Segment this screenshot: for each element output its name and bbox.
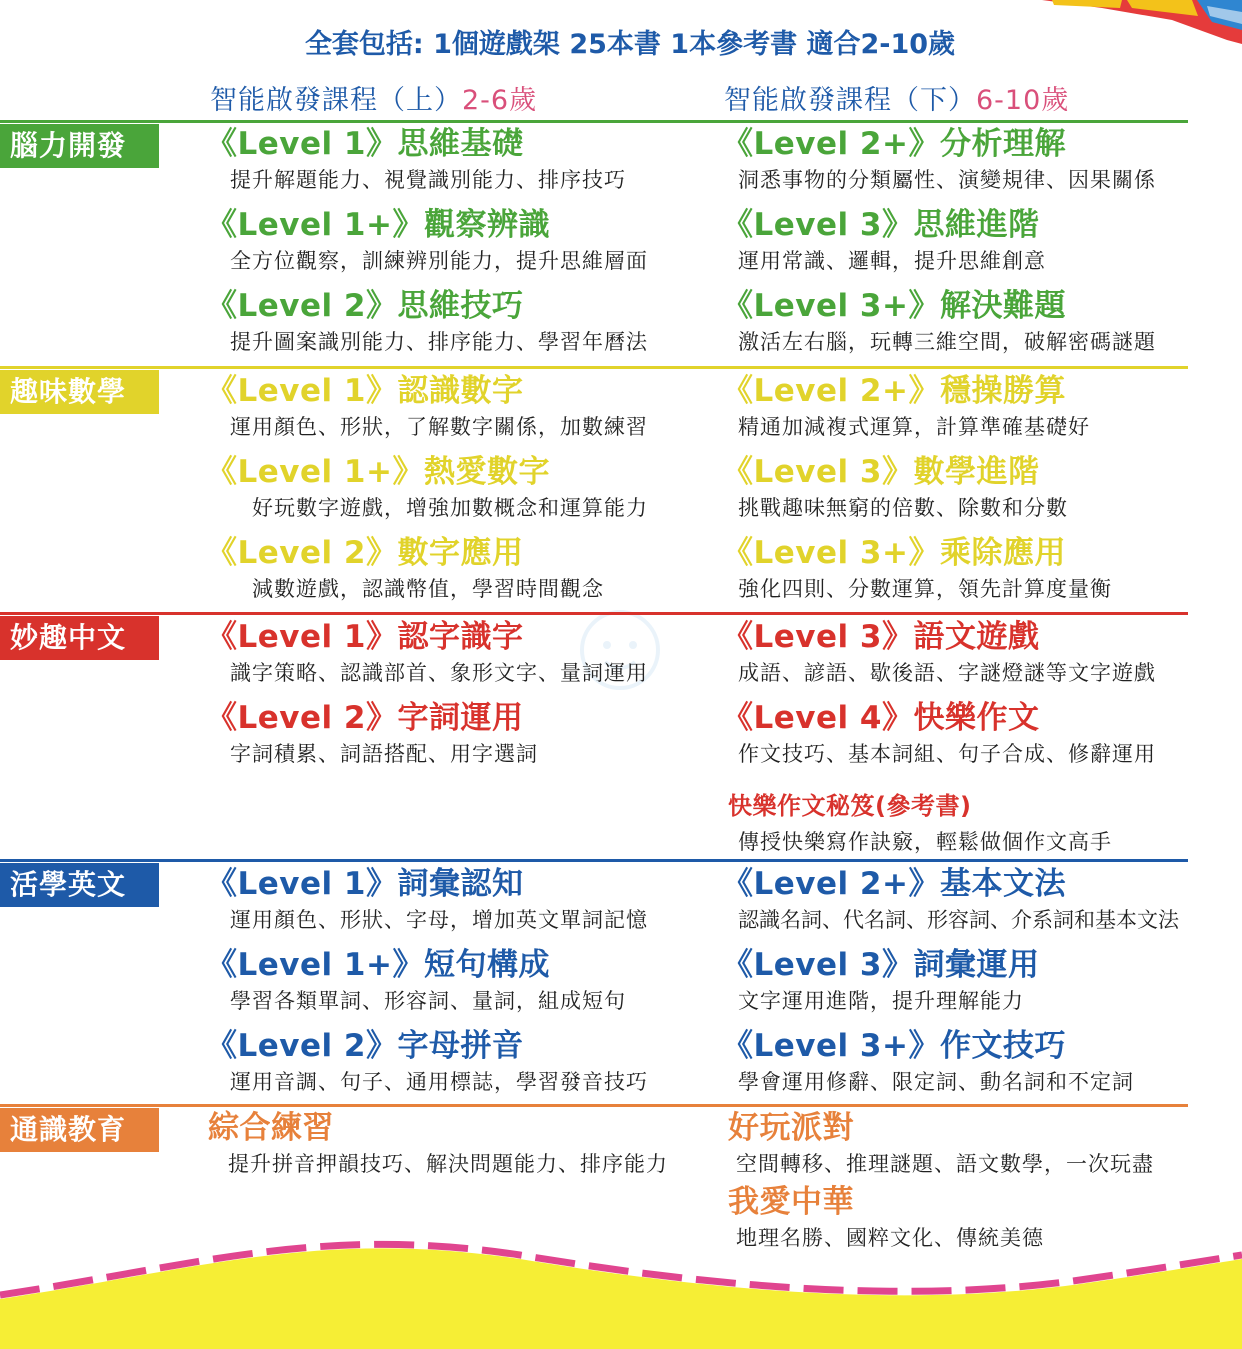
course-brain-right-2 bbox=[722, 207, 1046, 275]
course-title: 《Level 1》詞彙認知 bbox=[206, 866, 524, 902]
section-tag-math: 趣味數學 bbox=[0, 370, 159, 414]
course-title: 《Level 2+》分析理解 bbox=[722, 126, 1066, 162]
course-description: 運用常識、邏輯，提升思維創意 bbox=[738, 249, 1046, 273]
course-description: 洞悉事物的分類屬性、演變規律、因果關係 bbox=[738, 168, 1156, 192]
course-title: 《Level 3》思維進階 bbox=[722, 207, 1040, 243]
course-brain-left-2 bbox=[206, 207, 648, 275]
course-english-left-1 bbox=[206, 866, 648, 934]
course-title: 《Level 3+》解決難題 bbox=[722, 288, 1066, 324]
course-description: 字詞積累、詞語搭配、用字選詞 bbox=[230, 742, 538, 766]
section-divider-chinese bbox=[0, 612, 1188, 615]
course-chinese-left-1 bbox=[206, 619, 648, 687]
course-description: 提升解題能力、視覺識別能力、排序技巧 bbox=[230, 168, 626, 192]
course-general-left-1 bbox=[208, 1110, 668, 1178]
course-brain-left-3 bbox=[206, 288, 648, 356]
course-title: 快樂作文秘笈(參考書) bbox=[728, 792, 972, 820]
course-description: 學習各類單詞、形容詞、量詞，組成短句 bbox=[230, 989, 626, 1013]
course-title: 《Level 2》字母拼音 bbox=[206, 1028, 524, 1064]
column-header-lower bbox=[724, 78, 1069, 117]
course-chinese-left-2 bbox=[206, 700, 538, 768]
course-brain-right-3 bbox=[722, 288, 1156, 356]
course-english-right-1 bbox=[722, 866, 1179, 934]
course-chinese-right-1 bbox=[722, 619, 1156, 687]
course-chinese-reference-book bbox=[728, 788, 1112, 856]
course-description: 地理名勝、國粹文化、傳統美德 bbox=[736, 1226, 1044, 1250]
course-math-left-3 bbox=[206, 535, 604, 603]
course-title: 《Level 2》數字應用 bbox=[206, 535, 524, 571]
course-description: 運用顏色、形狀、字母，增加英文單詞記憶 bbox=[230, 908, 648, 932]
course-description: 提升圖案識別能力、排序能力、學習年曆法 bbox=[230, 330, 648, 354]
course-title: 《Level 1》思維基礎 bbox=[206, 126, 524, 162]
course-title: 《Level 2+》基本文法 bbox=[722, 866, 1066, 902]
course-english-right-3 bbox=[722, 1028, 1134, 1096]
course-english-left-3 bbox=[206, 1028, 648, 1096]
course-title: 我愛中華 bbox=[728, 1184, 854, 1220]
section-divider-english bbox=[0, 859, 1188, 862]
course-description: 提升拼音押韻技巧、解決問題能力、排序能力 bbox=[228, 1152, 668, 1176]
course-description: 傳授快樂寫作訣竅，輕鬆做個作文高手 bbox=[738, 830, 1112, 854]
course-title: 《Level 3》語文遊戲 bbox=[722, 619, 1040, 655]
course-title: 《Level 2》字詞運用 bbox=[206, 700, 524, 736]
course-description: 認識名詞、代名詞、形容詞、介系詞和基本文法 bbox=[738, 908, 1179, 932]
course-title: 《Level 3+》作文技巧 bbox=[722, 1028, 1066, 1064]
column-header-upper-age: 2-6歲 bbox=[462, 85, 538, 116]
course-title: 《Level 3》詞彙運用 bbox=[722, 947, 1040, 983]
package-contents-headline: 全套包括: 1個遊戲架 25本書 1本參考書 適合2-10歲 bbox=[304, 29, 956, 60]
course-description: 運用音調、句子、通用標誌，學習發音技巧 bbox=[230, 1070, 648, 1094]
course-title: 《Level 1+》熱愛數字 bbox=[206, 454, 550, 490]
column-header-lower-age: 6-10歲 bbox=[976, 85, 1070, 116]
course-title: 《Level 1+》觀察辨識 bbox=[206, 207, 550, 243]
course-description: 作文技巧、基本詞組、句子合成、修辭運用 bbox=[738, 742, 1156, 766]
section-tag-brain: 腦力開發 bbox=[0, 124, 159, 168]
course-description: 識字策略、認識部首、象形文字、量詞運用 bbox=[230, 661, 648, 685]
course-description: 精通加減複式運算，計算準確基礎好 bbox=[738, 415, 1090, 439]
course-english-left-2 bbox=[206, 947, 626, 1015]
section-divider-brain bbox=[0, 120, 1188, 123]
course-description: 強化四則、分數運算，領先計算度量衡 bbox=[738, 577, 1112, 601]
course-math-left-1 bbox=[206, 373, 648, 441]
course-description: 運用顏色、形狀，了解數字關係，加數練習 bbox=[230, 415, 648, 439]
column-header-lower-label: 智能啟發課程（下） bbox=[724, 85, 976, 116]
section-tag-general: 通識教育 bbox=[0, 1108, 159, 1152]
course-math-right-1 bbox=[722, 373, 1090, 441]
course-title: 好玩派對 bbox=[728, 1110, 854, 1146]
course-title: 《Level 1》認字識字 bbox=[206, 619, 524, 655]
course-description: 好玩數字遊戲，增強加數概念和運算能力 bbox=[252, 496, 648, 520]
column-header-upper bbox=[210, 78, 537, 117]
course-title: 《Level 2+》穩操勝算 bbox=[722, 373, 1066, 409]
course-description: 文字運用進階，提升理解能力 bbox=[738, 989, 1024, 1013]
course-description: 成語、諺語、歇後語、字謎燈謎等文字遊戲 bbox=[738, 661, 1156, 685]
course-chinese-right-2 bbox=[722, 700, 1156, 768]
course-title: 《Level 3》數學進階 bbox=[722, 454, 1040, 490]
section-divider-general bbox=[0, 1104, 1188, 1107]
section-divider-math bbox=[0, 366, 1188, 369]
course-title: 《Level 1》認識數字 bbox=[206, 373, 524, 409]
course-brain-right-1 bbox=[722, 126, 1156, 194]
section-tag-english: 活學英文 bbox=[0, 863, 159, 907]
course-description: 學會運用修辭、限定詞、動名詞和不定詞 bbox=[738, 1070, 1134, 1094]
course-general-right-1 bbox=[728, 1110, 1154, 1178]
course-title: 《Level 4》快樂作文 bbox=[722, 700, 1040, 736]
course-math-right-3 bbox=[722, 535, 1112, 603]
section-tag-chinese: 妙趣中文 bbox=[0, 616, 159, 660]
course-description: 全方位觀察，訓練辨別能力，提升思維層面 bbox=[230, 249, 648, 273]
course-title: 《Level 2》思維技巧 bbox=[206, 288, 524, 324]
course-description: 減數遊戲，認識幣值，學習時間觀念 bbox=[252, 577, 604, 601]
course-math-right-2 bbox=[722, 454, 1068, 522]
course-math-left-2 bbox=[206, 454, 648, 522]
course-brain-left-1 bbox=[206, 126, 626, 194]
course-description: 挑戰趣味無窮的倍數、除數和分數 bbox=[738, 496, 1068, 520]
course-title: 綜合練習 bbox=[208, 1110, 334, 1146]
course-english-right-2 bbox=[722, 947, 1040, 1015]
course-title: 《Level 1+》短句構成 bbox=[206, 947, 550, 983]
course-description: 激活左右腦，玩轉三維空間，破解密碼謎題 bbox=[738, 330, 1156, 354]
bottom-wave-decoration bbox=[0, 1229, 1242, 1349]
column-header-upper-label: 智能啟發課程（上） bbox=[210, 85, 462, 116]
course-title: 《Level 3+》乘除應用 bbox=[722, 535, 1066, 571]
course-description: 空間轉移、推理謎題、語文數學，一次玩盡 bbox=[736, 1152, 1154, 1176]
